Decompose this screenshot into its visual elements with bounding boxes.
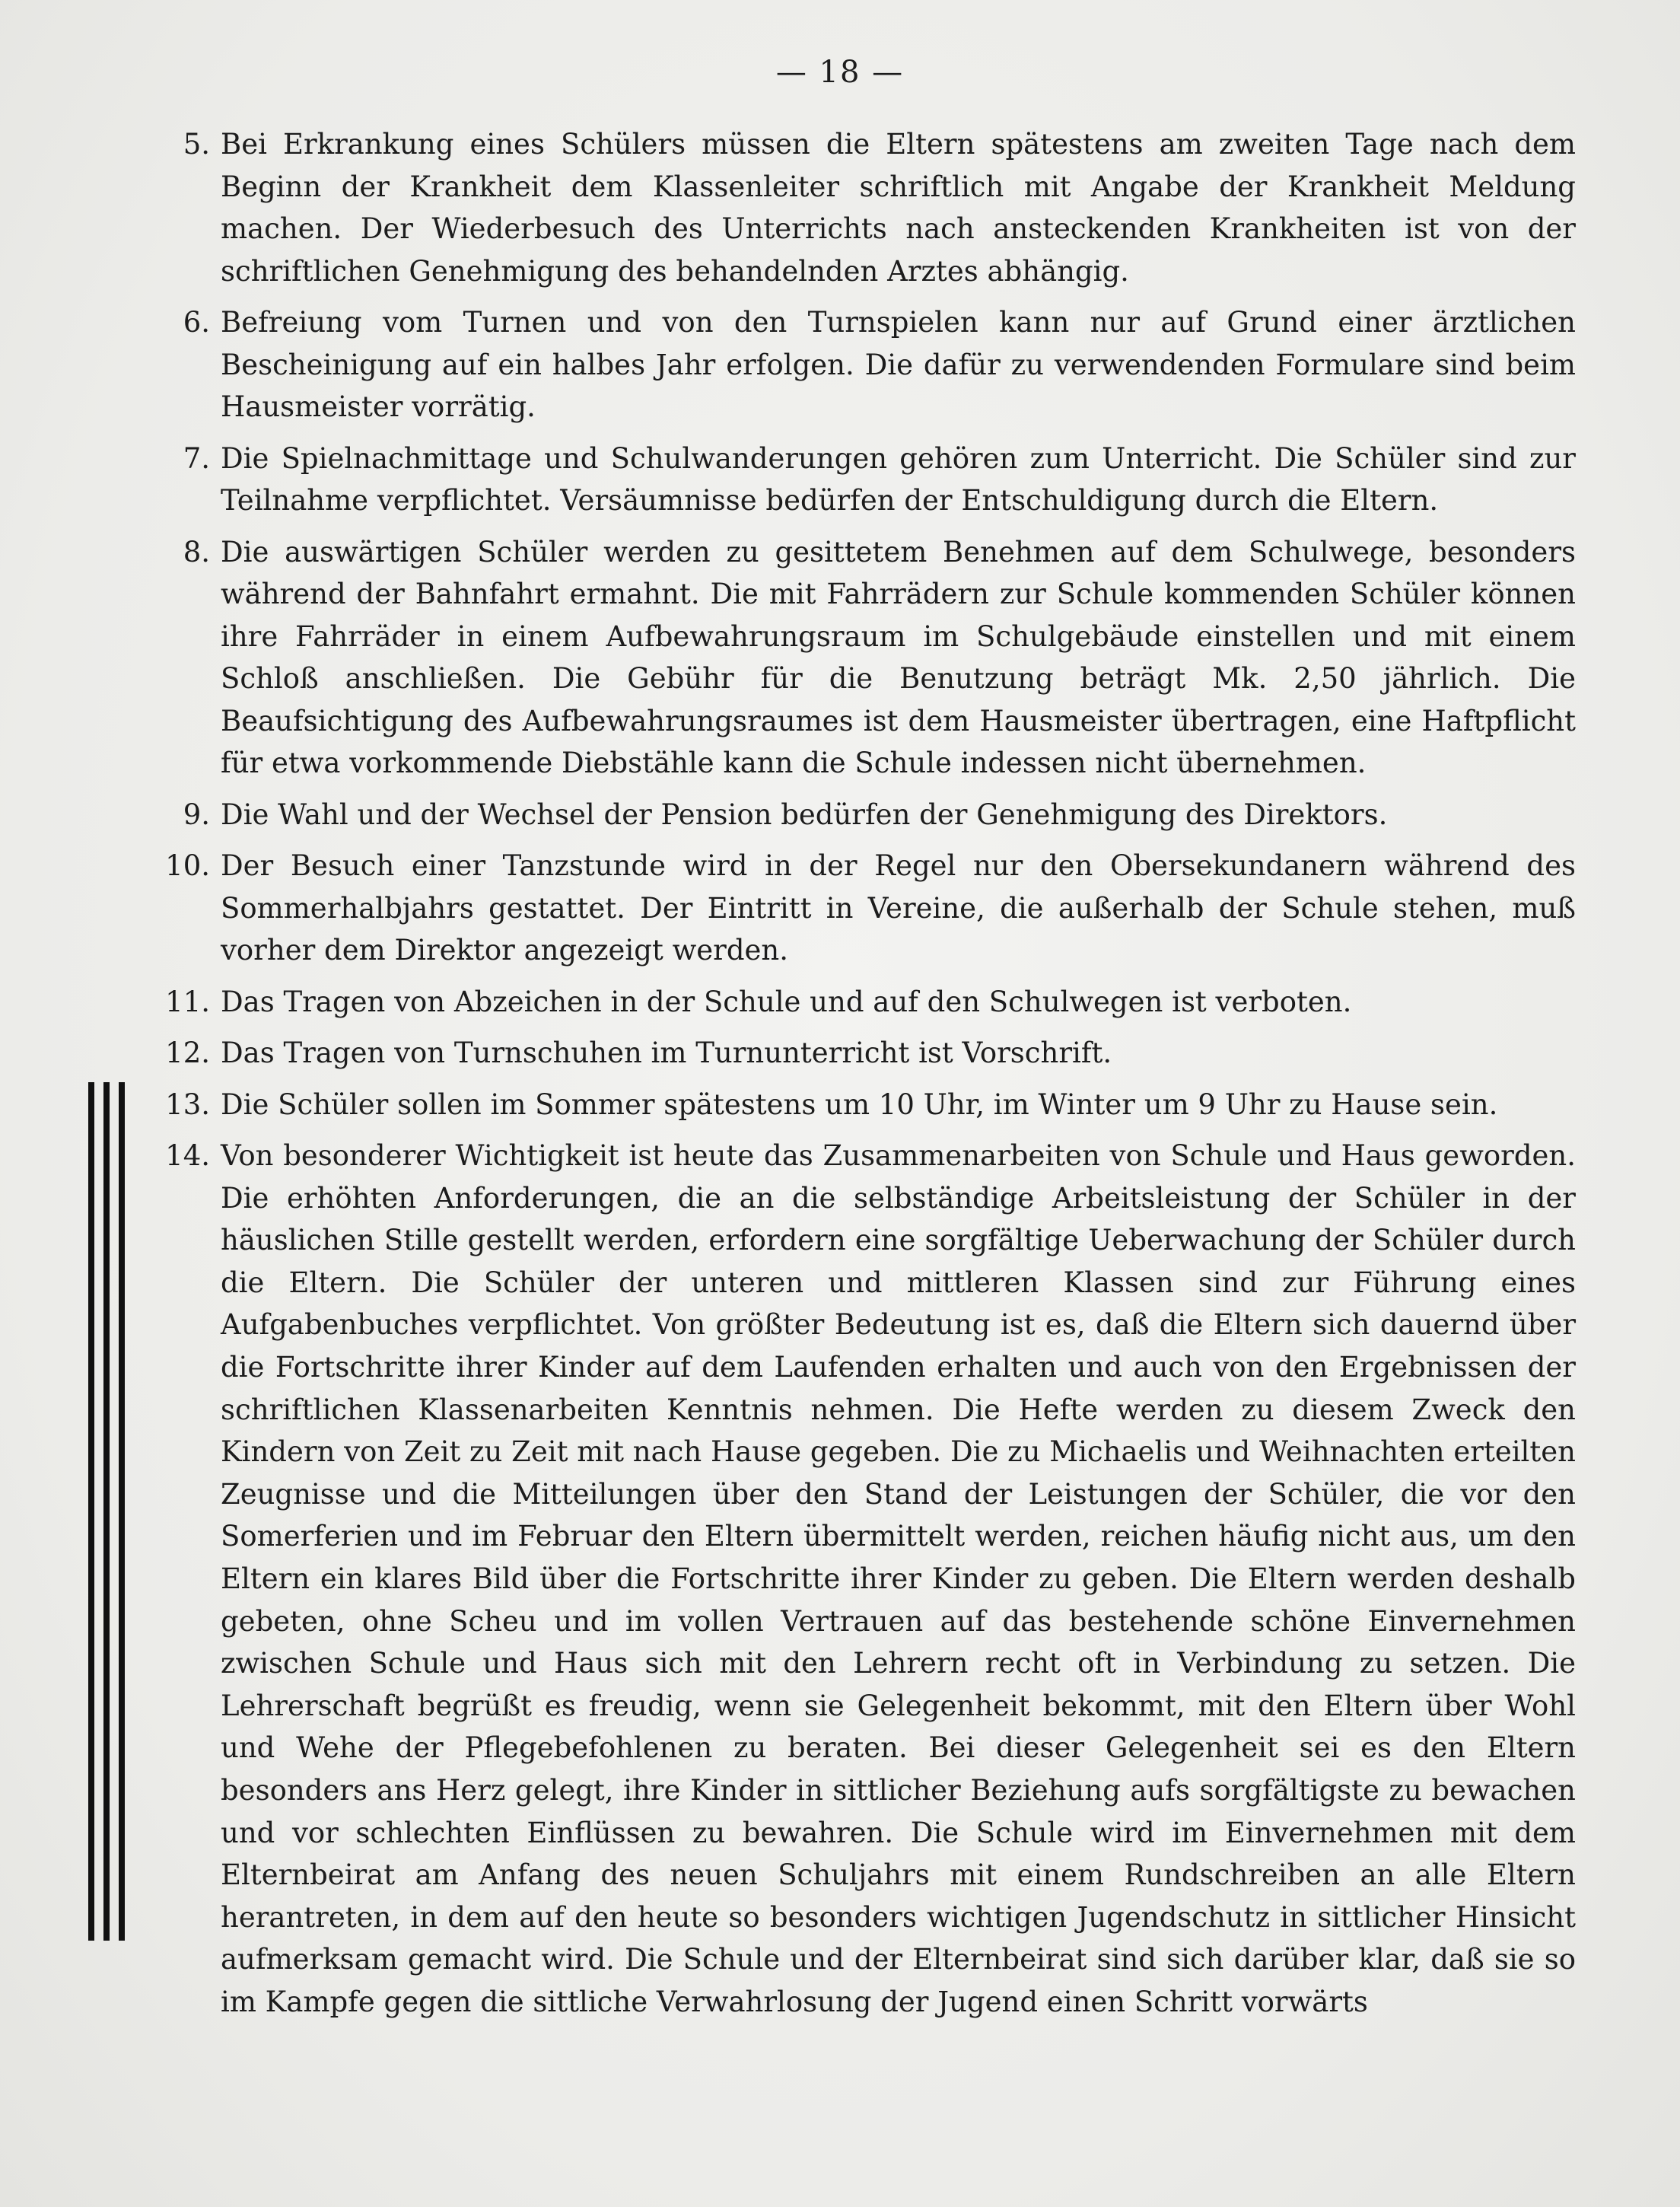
rule-number: 7. <box>183 441 210 475</box>
rule-number: 14. <box>165 1139 210 1172</box>
rule-item-8 <box>134 531 1576 785</box>
rule-number: 8. <box>183 535 210 568</box>
rule-text: Von besonderer Wichtigkeit ist heute das Zusammenarbeiten von Schule und Haus geworden. Die erhöhten Anforderungen, die an die selbständige Arbeitsleistung der Schüler in der häuslichen Stille gestellt werden, erfordern eine sorgfältige Ueberwachung der Schüler durch die Eltern. Die Schüler der unteren und mittleren Klassen sind zur Führung eines Aufgabenbuches verpflichtet. Von größter Bedeutung ist es, daß die Eltern sich dauernd über die Fortschritte ihrer Kinder auf dem Laufenden erhalten und auch von den Ergebnissen der schriftlichen Klassenarbeiten Kenntnis nehmen. Die Hefte werden zu diesem Zweck den Kindern von Zeit zu Zeit mit nach Hause gegeben. Die zu Michaelis und Weihnachten erteilten Zeugnisse und die Mitteilungen über den Stand der Leistungen der Schüler, die vor den Somerferien und im Februar den Eltern übermittelt werden, reichen häufig nicht aus, um den Eltern ein klares Bild über die Fortschritte ihrer Kinder zu geben. Die Eltern werden deshalb gebeten, ohne Scheu und im vollen Vertrauen auf das bestehende schöne Einvernehmen zwischen Schule und Haus sich mit den Lehrern recht oft in Verbindung zu setzen. Die Lehrerschaft begrüßt es freudig, wenn sie Gelegenheit bekommt, mit den Eltern über Wohl und Wehe der Pflegebefohlenen zu beraten. Bei dieser Gelegenheit sei es den Eltern besonders ans Herz gelegt, ihre Kinder in sittlicher Beziehung aufs sorgfältigste zu bewachen und vor schlechten Einflüssen zu bewahren. Die Schule wird im Einvernehmen mit dem Elternbeirat am Anfang des neuen Schuljahrs mit einem Rundschreiben an alle Eltern herantreten, in dem auf den heute so besonders wichtigen Jugendschutz in sittlicher Hinsicht aufmerksam gemacht wird. Die Schule und der Elternbeirat sind sich darüber klar, daß sie so im Kampfe gegen die sittliche Verwahrlosung der Jugend einen Schritt vorwärts <box>221 1139 1576 2018</box>
rule-text: Bei Erkrankung eines Schülers müssen die Eltern spätestens am zweiten Tage nach dem Beginn der Krankheit dem Klassenleiter schriftlich mit Angabe der Krankheit Meldung machen. Der Wiederbesuch des Unterrichts nach ansteckenden Krankheiten ist von der schriftlichen Genehmigung des behandelnden Arztes abhängig. <box>221 128 1576 288</box>
rule-number: 11. <box>165 985 210 1018</box>
rule-number: 6. <box>183 306 210 339</box>
rule-text: Befreiung vom Turnen und von den Turnspielen kann nur auf Grund einer ärztlichen Bescheinigung auf ein halbes Jahr erfolgen. Die dafür zu verwendenden Formulare sind beim Hausmeister vorrätig. <box>221 306 1576 423</box>
rule-item-11 <box>134 981 1576 1024</box>
rule-text: Das Tragen von Turnschuhen im Turnunterricht ist Vorschrift. <box>221 1037 1112 1069</box>
rule-number: 5. <box>183 128 210 161</box>
page-number: — 18 — <box>775 55 905 90</box>
rule-item-10 <box>134 845 1576 972</box>
rule-item-7 <box>134 438 1576 522</box>
rule-item-9 <box>134 794 1576 836</box>
margin-mark-bar <box>88 1082 94 1941</box>
margin-mark-bar <box>119 1082 125 1941</box>
rule-text: Der Besuch einer Tanzstunde wird in der Regel nur den Obersekundanern während des Sommerhalbjahrs gestattet. Der Eintritt in Vereine, die außerhalb der Schule stehen, muß vorher dem Direktor angezeigt werden. <box>221 849 1576 967</box>
rule-text: Das Tragen von Abzeichen in der Schule und auf den Schulwegen ist verboten. <box>221 985 1352 1018</box>
rule-text: Die Schüler sollen im Sommer spätestens um 10 Uhr, im Winter um 9 Uhr zu Hause sein. <box>221 1088 1498 1121</box>
rule-text: Die auswärtigen Schüler werden zu gesittetem Benehmen auf dem Schulwege, besonders während der Bahnfahrt ermahnt. Die mit Fahrrädern zur Schule kommenden Schüler können ihre Fahrräder in einem Aufbewahrungsraum im Schulgebäude einstellen und mit einem Schloß anschließen. Die Gebühr für die Benutzung beträgt Mk. 2,50 jährlich. Die Beaufsichtigung des Aufbewahrungsraumes ist dem Hausmeister übertragen, eine Haftpflicht für etwa vorkommende Diebstähle kann die Schule indessen nicht übernehmen. <box>221 535 1576 779</box>
rule-item-6 <box>134 301 1576 428</box>
rule-item-5 <box>134 123 1576 292</box>
rules-list <box>134 123 1576 2032</box>
margin-mark-bar <box>103 1082 110 1941</box>
rule-item-13 <box>134 1084 1576 1126</box>
rule-number: 9. <box>183 798 210 831</box>
rule-number: 13. <box>165 1088 210 1121</box>
rule-number: 12. <box>165 1037 210 1069</box>
rule-text: Die Wahl und der Wechsel der Pension bedürfen der Genehmigung des Direktors. <box>221 798 1388 831</box>
rule-number: 10. <box>165 849 210 882</box>
rule-text: Die Spielnachmittage und Schulwanderungen gehören zum Unterricht. Die Schüler sind zur Teilnahme verpflichtet. Versäumnisse bedürfen der Entschuldigung durch die Eltern. <box>221 441 1576 517</box>
rule-item-14 <box>134 1135 1576 2023</box>
rule-item-12 <box>134 1032 1576 1075</box>
